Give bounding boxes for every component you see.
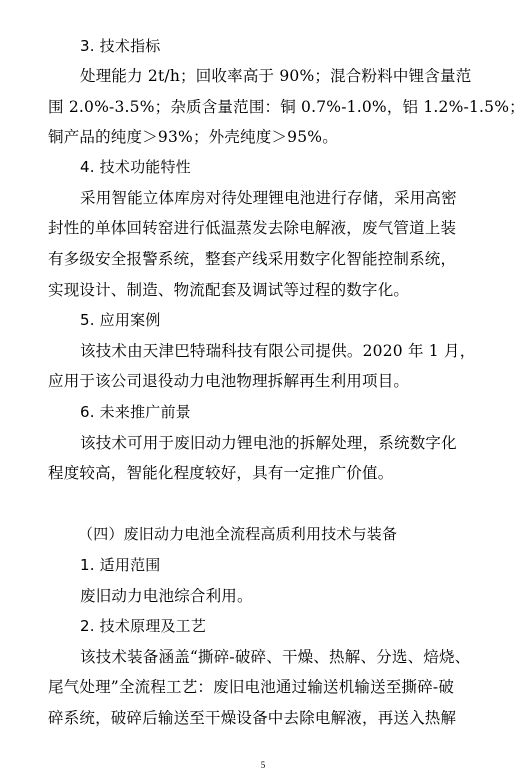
paragraph-line: 废旧动力电池综合利用。 [80,587,253,605]
paragraph-line: 程度较高，智能化程度较好，具有一定推广价值。 [48,464,394,482]
heading-principle-process: 2. 技术原理及工艺 [80,617,207,635]
paragraph-line: 封性的单体回转窑进行低温蒸发去除电解液，废气管道上装 [48,219,457,237]
page-number: 5 [260,760,266,770]
paragraph-line: 该技术可用于废旧动力锂电池的拆解处理，系统数字化 [80,434,457,452]
paragraph-line: 碎系统，破碎后输送至干燥设备中去除电解液，再送入热解 [48,709,457,727]
section-title: （四）废旧动力电池全流程高质利用技术与装备 [78,525,398,543]
paragraph-line: 有多级安全报警系统，整套产线采用数字化智能控制系统， [48,250,457,268]
paragraph-line: 围 2.0%-3.5%；杂质含量范围：铜 0.7%-1.0%，铝 1.2%-1.5%； [48,98,525,116]
heading-technical-features: 4. 技术功能特性 [80,158,191,176]
paragraph-line: 该技术由天津巴特瑞科技有限公司提供。2020 年 1 月， [80,342,476,360]
heading-future-prospects: 6. 未来推广前景 [80,403,191,421]
heading-application-case: 5. 应用案例 [80,311,161,329]
heading-scope: 1. 适用范围 [80,556,161,574]
paragraph-line: 该技术装备涵盖“撕碎-破碎、干燥、热解、分选、焙烧、 [80,648,471,666]
paragraph-line: 处理能力 2t/h；回收率高于 90%；混合粉料中锂含量范 [80,67,472,85]
paragraph-line: 铜产品的纯度＞93%；外壳纯度＞95%。 [48,128,338,146]
paragraph-line: 应用于该公司退役动力电池物理拆解再生利用项目。 [48,372,410,390]
paragraph-line: 实现设计、制造、物流配套及调试等过程的数字化。 [48,281,410,299]
paragraph-line: 尾气处理”全流程工艺：废旧电池通过输送机输送至撕碎-破 [48,678,455,696]
paragraph-line: 采用智能立体库房对待处理锂电池进行存储，采用高密 [80,189,457,207]
heading-technical-indicators: 3. 技术指标 [80,37,161,55]
